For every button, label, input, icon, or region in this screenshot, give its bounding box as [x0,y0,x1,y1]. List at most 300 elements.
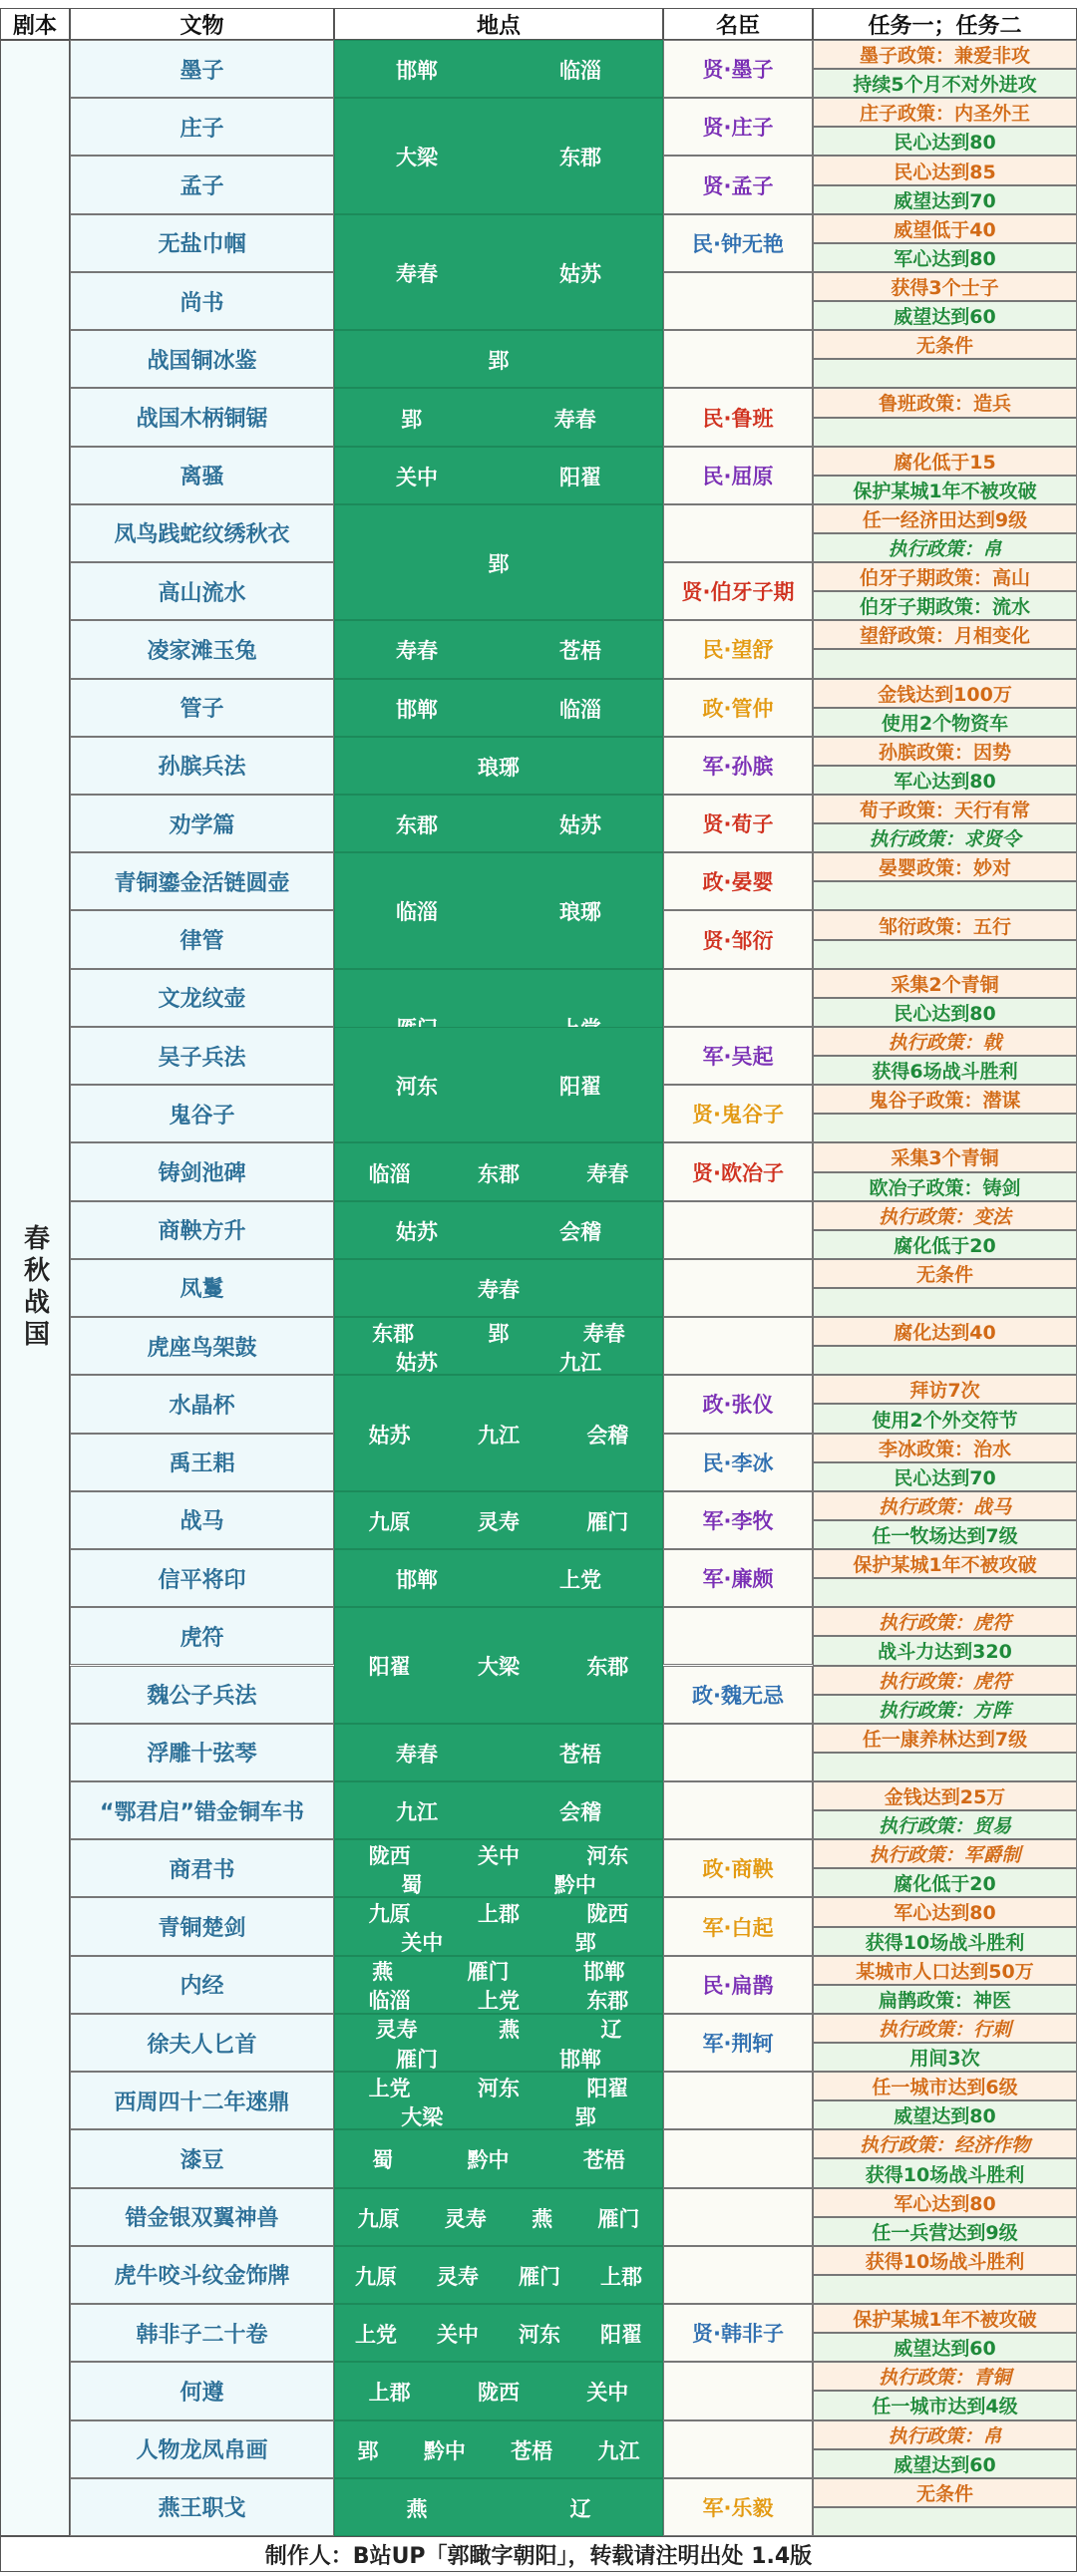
location-place: 上党 [368,2076,411,2100]
location-line [335,389,662,446]
minister-name: 民·扁鹊 [663,1956,813,2014]
minister-name: 军·廉颇 [663,1549,813,1607]
minister-name: 民·望舒 [663,620,813,678]
location-line [335,1898,662,1927]
task-two: 获得10场战斗胜利 [813,1927,1077,1956]
minister-name: 贤·墨子 [663,40,813,98]
artifact-name: 墨子 [70,40,334,98]
location-cell [334,447,663,504]
artifact-name: 律管 [70,910,334,968]
task-two: 军心达到80 [813,243,1077,272]
minister-name: 政·晏婴 [663,852,813,910]
task-two: 威望达到70 [813,185,1077,214]
task-two [813,649,1077,678]
task-one: 执行政策：虎符 [813,1666,1077,1695]
location-place: 寿春 [478,1277,520,1302]
location-place: 临淄 [368,1161,411,1186]
location-cell [334,679,663,737]
task-one: 无条件 [813,1259,1077,1288]
location-place: 郢 [574,2104,596,2129]
task-one: 望舒政策：月相变化 [813,620,1077,649]
artifact-name: 战马 [70,1491,334,1549]
task-one: 执行政策：经济作物 [813,2129,1077,2158]
location-place: 上党 [355,2323,397,2348]
location-cell [334,1781,663,1839]
artifact-name: 孟子 [70,156,334,213]
location-line [335,738,662,795]
location-cell [334,1724,663,1781]
task-two [813,1288,1077,1317]
task-two: 伯牙子期政策：流水 [813,591,1077,620]
location-place: 上郡 [368,2381,411,2406]
minister-name: 贤·邹衍 [663,910,813,968]
location-place: 郢 [401,407,423,432]
credits-footer: 制作人：B站UP「郭瞰字朝阳」，转载请注明出处 1.4版 [0,2536,1077,2572]
artifact-name: 人物龙凤帛画 [70,2420,334,2478]
task-one: 执行政策：戟 [813,1027,1077,1056]
location-line [335,215,662,330]
minister-name: 政·张仪 [663,1375,813,1433]
minister-name [663,504,813,562]
location-line [335,1202,662,1259]
artifact-name: 水晶杯 [70,1375,334,1433]
location-cell [334,620,663,678]
location-cell [334,98,663,213]
task-one: 伯牙子期政策：高山 [813,562,1077,591]
location-line [335,331,662,388]
task-two [813,418,1077,447]
task-one: 采集3个青铜 [813,1142,1077,1171]
location-place: 灵寿 [444,2206,487,2231]
location-place: 郢 [488,552,510,577]
task-two: 民心达到70 [813,1462,1077,1491]
location-line [335,1260,662,1317]
task-two [813,1114,1077,1142]
task-two: 威望达到60 [813,301,1077,330]
location-place: 姑苏 [396,1219,438,1244]
minister-name: 政·魏无忌 [663,1666,813,1724]
location-place: 陇西 [586,1902,629,1926]
minister-name: 军·李牧 [663,1491,813,1549]
artifact-name: 漆豆 [70,2129,334,2187]
location-place: 临淄 [559,59,601,84]
task-two: 用间3次 [813,2043,1077,2072]
task-two: 腐化低于20 [813,1230,1077,1259]
task-one: 执行政策：青铜 [813,2362,1077,2391]
location-place: 琅琊 [478,755,520,780]
minister-name: 贤·韩非子 [663,2304,813,2362]
location-cell [334,795,663,852]
task-one: 墨子政策：兼爱非攻 [813,40,1077,69]
task-one: 无条件 [813,330,1077,359]
artifact-name: 内经 [70,1956,334,2014]
location-place: 九原 [355,2264,397,2289]
location-line [335,2015,662,2044]
location-cell [334,2246,663,2304]
artifact-name: 战国木柄铜锯 [70,388,334,446]
location-place: 东郡 [586,1655,629,1680]
task-one: 威望低于40 [813,214,1077,243]
location-place: 大梁 [396,146,438,170]
task-two [813,1346,1077,1375]
location-place: 郢 [357,2438,379,2463]
location-place: 临淄 [368,1989,411,2014]
location-line [335,796,662,852]
task-two: 威望达到60 [813,2333,1077,2362]
location-line [335,1869,662,1897]
location-line [335,41,662,98]
artifact-name: 徐夫人匕首 [70,2014,334,2072]
minister-name: 民·钟无艳 [663,214,813,272]
location-cell [334,1839,663,1897]
artifact-name: 吴子兵法 [70,1027,334,1085]
location-place: 大梁 [477,1655,520,1680]
task-one: 李冰政策：治水 [813,1434,1077,1462]
minister-name: 民·李冰 [663,1434,813,1491]
task-one: 执行政策：军爵制 [813,1839,1077,1868]
minister-name [663,2188,813,2246]
minister-name [663,1201,813,1259]
minister-name [663,1259,813,1317]
minister-name [663,2246,813,2304]
minister-name: 政·商鞅 [663,1839,813,1897]
location-cell [334,2478,663,2536]
location-place: 九江 [396,1800,438,1825]
minister-name: 贤·欧冶子 [663,1142,813,1200]
minister-name: 民·屈原 [663,447,813,504]
location-place: 东郡 [372,1321,415,1346]
location-line [335,1840,662,1869]
location-place: 寿春 [396,261,438,286]
location-place: 九原 [357,2206,400,2231]
artifact-name: 魏公子兵法 [70,1666,334,1724]
location-place: 寿春 [396,639,438,664]
task-one: 保护某城1年不被攻破 [813,1549,1077,1578]
minister-name [663,272,813,330]
location-place: 阳翟 [600,2323,642,2348]
location-line [335,448,662,504]
location-place: 雁门 [467,1960,510,1985]
location-place: 燕 [406,2496,428,2521]
location-place: 寿春 [586,1161,629,1186]
location-place: 阳翟 [368,1655,411,1680]
task-one: 邹衍政策：五行 [813,910,1077,939]
task-two: 扁鹊政策：神医 [813,1985,1077,2014]
task-one: 采集2个青铜 [813,969,1077,998]
artifact-name: 管子 [70,679,334,737]
artifact-name: 禹王耜 [70,1434,334,1491]
location-line [335,1550,662,1607]
location-place: 阳翟 [586,2076,629,2100]
location-line [335,621,662,678]
location-place: 东郡 [559,146,601,170]
location-place: 邯郸 [396,697,438,722]
artifact-name: 信平将印 [70,1549,334,1607]
task-one: 无条件 [813,2478,1077,2507]
location-place: 邯郸 [559,2047,601,2072]
task-one: 孙膑政策：因势 [813,737,1077,766]
artifact-name: 韩非子二十卷 [70,2304,334,2362]
location-place: 郢 [574,1931,596,1956]
task-one: 拜访7次 [813,1375,1077,1404]
artifact-name: 青铜楚剑 [70,1897,334,1955]
task-two: 获得10场战斗胜利 [813,2158,1077,2187]
location-cell [334,2188,663,2246]
location-place: 会稽 [559,1800,601,1825]
location-place: 临淄 [559,697,601,722]
location-place: 九江 [559,1350,601,1375]
minister-name: 贤·荀子 [663,795,813,852]
minister-name: 军·荆轲 [663,2014,813,2072]
location-cell [334,214,663,330]
task-one: 腐化达到40 [813,1317,1077,1346]
location-cell [334,2362,663,2419]
location-line [335,2421,662,2478]
location-place: 临淄 [396,900,438,925]
location-line [335,1986,662,2014]
location-line [335,2247,662,2304]
location-place: 大梁 [401,2104,444,2129]
minister-name: 军·白起 [663,1897,813,1955]
task-one: 鲁班政策：造兵 [813,388,1077,417]
location-place: 黔中 [553,1872,596,1897]
location-cell [334,2072,663,2129]
task-two [813,359,1077,388]
location-place: 蜀 [372,2148,394,2173]
task-one: 任一康养林达到7级 [813,1724,1077,1753]
location-place: 九原 [368,1902,411,1926]
task-two [813,940,1077,969]
location-line [335,853,662,968]
location-line [335,1782,662,1839]
task-two: 任一牧场达到7级 [813,1520,1077,1549]
location-place: 寿春 [582,1321,625,1346]
location-cell [334,2129,663,2187]
location-cell [334,1956,663,2014]
location-place: 辽 [600,2018,622,2043]
location-cell [334,1142,663,1200]
location-place: 九原 [368,1509,411,1534]
location-line [335,1347,662,1375]
minister-name [663,1607,813,1665]
location-place: 郢 [488,349,510,374]
location-place: 关中 [396,465,438,489]
location-place: 苍梧 [559,1742,601,1767]
location-cell [334,330,663,388]
location-cell [334,852,663,968]
location-line [335,1376,662,1490]
artifact-name: 凤鬘 [70,1259,334,1317]
location-line [335,1143,662,1200]
location-place: 关中 [586,2381,629,2406]
minister-name [663,2072,813,2129]
artifact-name: 战国铜冰鉴 [70,330,334,388]
location-place: 东郡 [586,1989,629,2014]
location-place: 雁门 [396,2047,438,2072]
location-cell [334,737,663,795]
task-two: 持续5个月不对外进攻 [813,69,1077,98]
task-two: 执行政策：帛 [813,533,1077,562]
task-one: 执行政策：帛 [813,2420,1077,2449]
location-place: 河东 [396,1075,438,1100]
task-one: 腐化低于15 [813,447,1077,476]
task-two: 任一兵营达到9级 [813,2217,1077,2246]
artifact-name: 劝学篇 [70,795,334,852]
task-two: 战斗力达到320 [813,1636,1077,1665]
location-place: 姑苏 [396,1350,438,1375]
task-two: 腐化低于20 [813,1868,1077,1897]
header-artifact: 文物 [70,8,334,40]
artifact-name: 凤鸟践蛇纹绣秋衣 [70,504,334,562]
location-place: 邯郸 [396,1568,438,1593]
location-place: 苍梧 [511,2438,553,2463]
task-one: 执行政策：战马 [813,1491,1077,1520]
minister-name [663,1317,813,1375]
task-one: 某城市人口达到50万 [813,1956,1077,1985]
location-place: 燕 [498,2018,520,2043]
location-cell [334,1027,663,1142]
task-one: 军心达到80 [813,2188,1077,2217]
location-place: 会稽 [586,1423,629,1448]
location-place: 琅琊 [559,900,601,925]
location-place: 上郡 [600,2264,642,2289]
task-one: 获得3个士子 [813,272,1077,301]
artifact-name: 无盐巾帼 [70,214,334,272]
location-place: 灵寿 [477,1509,520,1534]
task-one: 庄子政策：内圣外王 [813,98,1077,127]
location-cell [334,1201,663,1259]
location-place: 蜀 [401,1872,423,1897]
artifact-name: 虎符 [70,1607,334,1665]
artifact-name: 高山流水 [70,562,334,620]
location-cell [334,2014,663,2072]
header-location: 地点 [334,8,663,40]
artifact-name: 何遵 [70,2362,334,2419]
location-line [335,2189,662,2246]
task-one: 执行政策：变法 [813,1201,1077,1230]
location-place: 郢 [488,1321,510,1346]
location-line [335,2305,662,2362]
location-line [335,2363,662,2419]
task-two: 威望达到80 [813,2100,1077,2129]
location-place: 姑苏 [559,261,601,286]
location-line [335,2101,662,2129]
task-two [813,2275,1077,2304]
artifact-name: 浮雕十弦琴 [70,1724,334,1781]
task-two [813,2507,1077,2536]
minister-name [663,2420,813,2478]
task-two: 获得6场战斗胜利 [813,1056,1077,1085]
location-cell [334,1491,663,1549]
minister-name: 军·乐毅 [663,2478,813,2536]
minister-name [663,330,813,388]
location-line [335,2073,662,2101]
location-line [335,2479,662,2536]
location-cell [334,1897,663,1955]
artifact-name: 尚书 [70,272,334,330]
header-tasks: 任务一；任务二 [813,8,1077,40]
location-place: 上郡 [477,1902,520,1926]
task-two: 威望达到60 [813,2449,1077,2478]
task-two: 执行政策：贸易 [813,1810,1077,1839]
artifact-name: 铸剑池碑 [70,1142,334,1200]
artifact-name: 虎座鸟架鼓 [70,1317,334,1375]
location-place: 河东 [519,2323,560,2348]
minister-name: 贤·伯牙子期 [663,562,813,620]
location-place: 关中 [437,2323,479,2348]
task-two [813,881,1077,910]
location-place: 河东 [586,1843,629,1868]
artifact-name: 孙膑兵法 [70,737,334,795]
location-cell [334,1375,663,1490]
task-two: 使用2个外交符节 [813,1404,1077,1433]
location-cell [334,388,663,446]
location-place: 寿春 [553,407,596,432]
artifact-name: 燕王职戈 [70,2478,334,2536]
location-line [335,99,662,213]
minister-name [663,1781,813,1839]
location-place: 燕 [532,2206,553,2231]
location-place: 姑苏 [368,1423,411,1448]
artifact-name: 文龙纹壶 [70,969,334,1027]
task-two: 欧冶子政策：铸剑 [813,1172,1077,1201]
artifact-name: 错金银双翼神兽 [70,2188,334,2246]
task-two: 民心达到80 [813,998,1077,1027]
task-one: 金钱达到100万 [813,679,1077,708]
artifact-name: 庄子 [70,98,334,156]
task-one: 任一城市达到6级 [813,2072,1077,2100]
minister-name: 军·吴起 [663,1027,813,1085]
header-minister: 名臣 [663,8,813,40]
location-line [335,1928,662,1956]
location-line [335,2130,662,2187]
task-one: 军心达到80 [813,1897,1077,1926]
location-place: 上党 [477,1989,520,2014]
task-two [813,1578,1077,1607]
location-cell [334,2420,663,2478]
minister-name: 民·鲁班 [663,388,813,446]
task-one: 民心达到85 [813,156,1077,184]
task-one: 荀子政策：天行有常 [813,795,1077,823]
minister-name: 贤·孟子 [663,156,813,213]
location-line [335,1608,662,1723]
minister-name: 政·管仲 [663,679,813,737]
era-label: 春秋战国 [0,40,70,2536]
location-place: 东郡 [477,1161,520,1186]
minister-name [663,2362,813,2419]
location-cell [334,1549,663,1607]
task-two: 任一城市达到4级 [813,2391,1077,2419]
task-one: 晏婴政策：妙对 [813,852,1077,881]
artifact-name: 商君书 [70,1839,334,1897]
artifact-name: 鬼谷子 [70,1085,334,1142]
location-place: 灵寿 [437,2264,479,2289]
location-place: 苍梧 [559,639,601,664]
location-line [335,680,662,737]
location-cell [334,504,663,620]
location-place: 燕 [372,1960,394,1985]
location-place: 寿春 [396,1742,438,1767]
location-line [335,1492,662,1549]
location-place: 会稽 [559,1219,601,1244]
artifact-name: 青铜鎏金活链圆壶 [70,852,334,910]
task-two: 军心达到80 [813,766,1077,795]
location-cell [334,1259,663,1317]
location-place: 关中 [401,1931,444,1956]
artifact-name: 凌家滩玉兔 [70,620,334,678]
location-place: 上党 [559,1568,601,1593]
location-place: 河东 [477,2076,520,2100]
